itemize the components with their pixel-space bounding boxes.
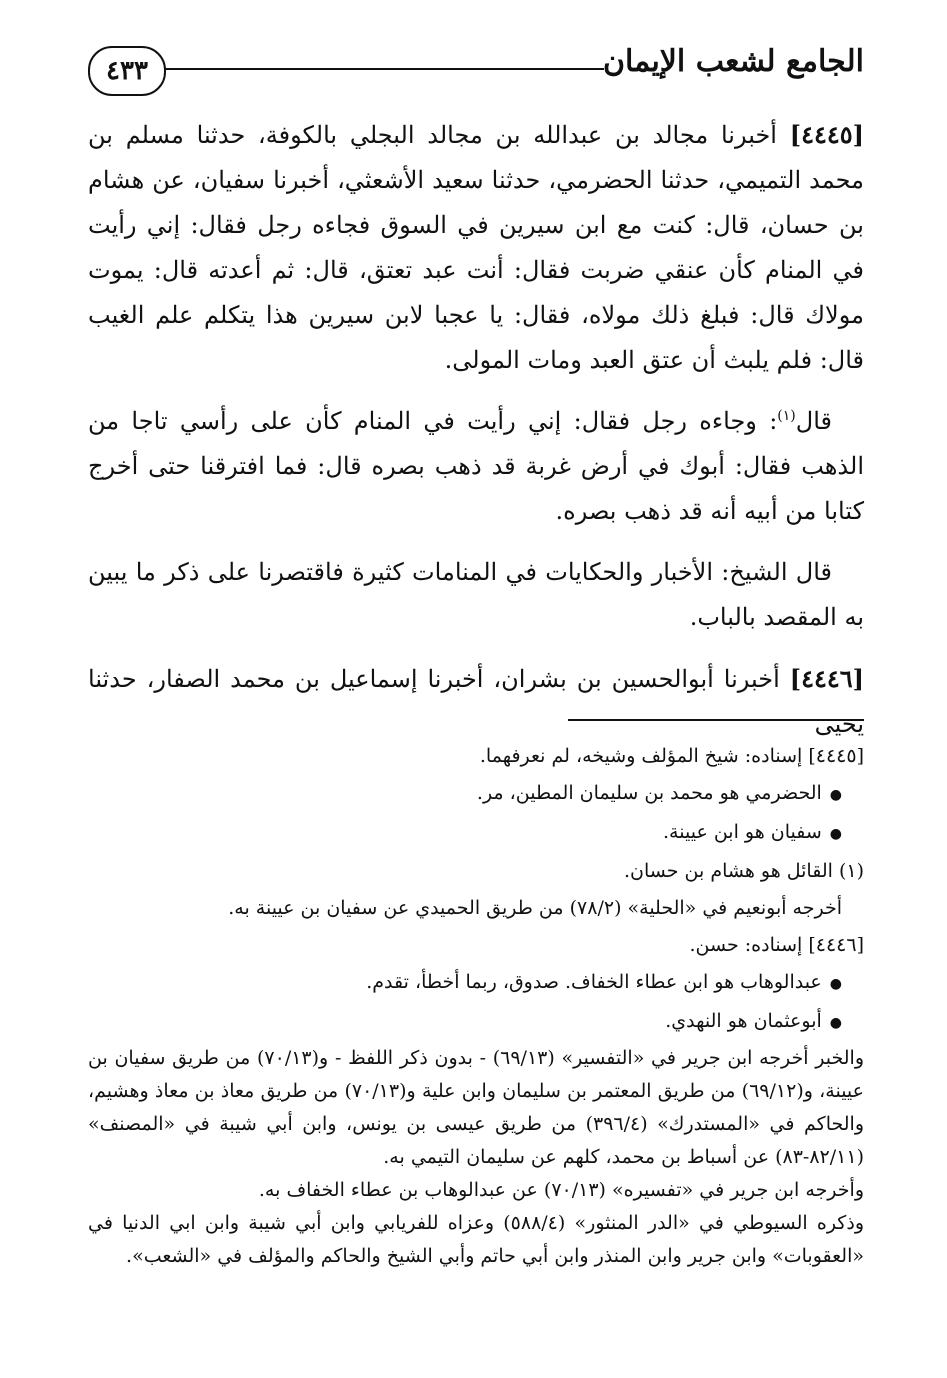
main-text bbox=[88, 112, 864, 763]
hadith-4446 bbox=[88, 656, 864, 747]
note-takhrij: والخبر أخرجه ابن جرير في «التفسير» (٦٩/١٣) - بدون ذكر اللفظ - و(٧٠/١٣) من طريق سفيان بن عيينة، و(٦٩/١٢) من طريق المعتمر بن سليمان وابن علية و(٧٠/١٣) من طريق معاذ بن معاذ وهشيم، والحاكم في «المستدرك» (٣٩٦/٤) من طريق عيسى بن يونس، وابن أبي شيبة في «المصنف» (٨٢/١١-٨٣) عن أسباط بن محمد، كلهم عن سليمان التيمي به. bbox=[88, 1047, 865, 1168]
note-text: سفيان هو ابن عيينة. bbox=[663, 821, 822, 843]
bullet-icon: ● bbox=[829, 826, 842, 842]
note-text: الحضرمي هو محمد بن سليمان المطين، مر. bbox=[476, 782, 822, 804]
note-bullet bbox=[88, 775, 864, 814]
footnote-marker: (١) bbox=[777, 408, 796, 424]
note-text: عبدالوهاب هو ابن عطاء الخفاف. صدوق، ربما أخطأ، تقدم. bbox=[366, 971, 822, 993]
note-4445-isnad: [٤٤٤٥] إسناده: شيخ المؤلف وشيخه، لم نعرفهما. bbox=[479, 745, 864, 767]
hadith-number: [٤٤٤٦] bbox=[789, 664, 864, 693]
note-1-takhrij: أخرجه أبونعيم في «الحلية» (٧٨/٢) من طريق الحميدي عن سفيان بن عيينة به. bbox=[228, 897, 842, 919]
bullet-icon: ● bbox=[829, 1015, 842, 1031]
hadith-number: [٤٤٤٥] bbox=[789, 120, 864, 149]
hadith-text: أخبرنا أبوالحسين بن بشران، أخبرنا إسماعيل بن محمد الصفار، حدثنا يحيى bbox=[88, 665, 864, 738]
note-1: (١) القائل هو هشام بن حسان. bbox=[624, 860, 864, 882]
note-takhrij: وذكره السيوطي في «الدر المنثور» (٥٨٨/٤) وعزاه للفريابي وابن أبي شيبة وابن ابي الدنيا في «العقوبات» وابن جرير وابن المنذر وابن أبي حاتم وأبي الشيخ والحاكم والمؤلف في «الشعب». bbox=[88, 1212, 864, 1267]
note-takhrij: وأخرجه ابن جرير في «تفسيره» (٧٠/١٣) عن عبدالوهاب بن عطاء الخفاف به. bbox=[258, 1179, 864, 1201]
sheikh-comment: قال الشيخ: الأخبار والحكايات في المنامات كثيرة فاقتصرنا على ذكر ما يبين به المقصد بالباب. bbox=[88, 558, 864, 631]
note-text: أبوعثمان هو النهدي. bbox=[665, 1010, 822, 1032]
hadith-text: أخبرنا مجالد بن عبدالله بن مجالد البجلي بالكوفة، حدثنا مسلم بن محمد التميمي، حدثنا الحضرمي، حدثنا سعيد الأشعثي، أخبرنا سفيان، عن هشام بن حسان، قال: كنت مع ابن سيرين في السوق فجاءه رجل فقال: إني رأيت في المنام كأن عنقي ضربت فقال: أنت عبد تعتق، قال: ثم أعدته قال: يموت مولاك قال: فبلغ ذلك مولاه، فقال: يا عجبا لابن سيرين هذا يتكلم علم الغيب قال: فلم يلبث أن عتق العبد ومات المولى. bbox=[88, 121, 864, 374]
note-bullet bbox=[88, 1003, 864, 1042]
note-bullet bbox=[88, 814, 864, 853]
paragraph-text: : وجاءه رجل فقال: إني رأيت في المنام كأن على رأسي تاجا من الذهب فقال: أبوك في أرض غربة قد ذهب بصره قال: فما افترقنا حتى أخرج كتابا من أبيه أنه قد ذهب بصره. bbox=[88, 407, 864, 525]
bullet-icon: ● bbox=[829, 976, 842, 992]
note-bullet bbox=[88, 964, 864, 1003]
footnote-separator bbox=[568, 719, 864, 721]
second-dream-paragraph bbox=[88, 399, 864, 534]
page-header bbox=[88, 38, 864, 102]
page-number: ٤٣٣ bbox=[88, 46, 166, 96]
header-rule bbox=[164, 68, 604, 70]
hadith-4445 bbox=[88, 112, 864, 383]
note-4446-isnad: [٤٤٤٦] إسناده: حسن. bbox=[689, 934, 864, 956]
bullet-icon: ● bbox=[829, 787, 842, 803]
book-title: الجامع لشعب الإيمان bbox=[602, 44, 864, 79]
footnotes bbox=[88, 738, 864, 1273]
paragraph-start: قال bbox=[795, 407, 832, 435]
